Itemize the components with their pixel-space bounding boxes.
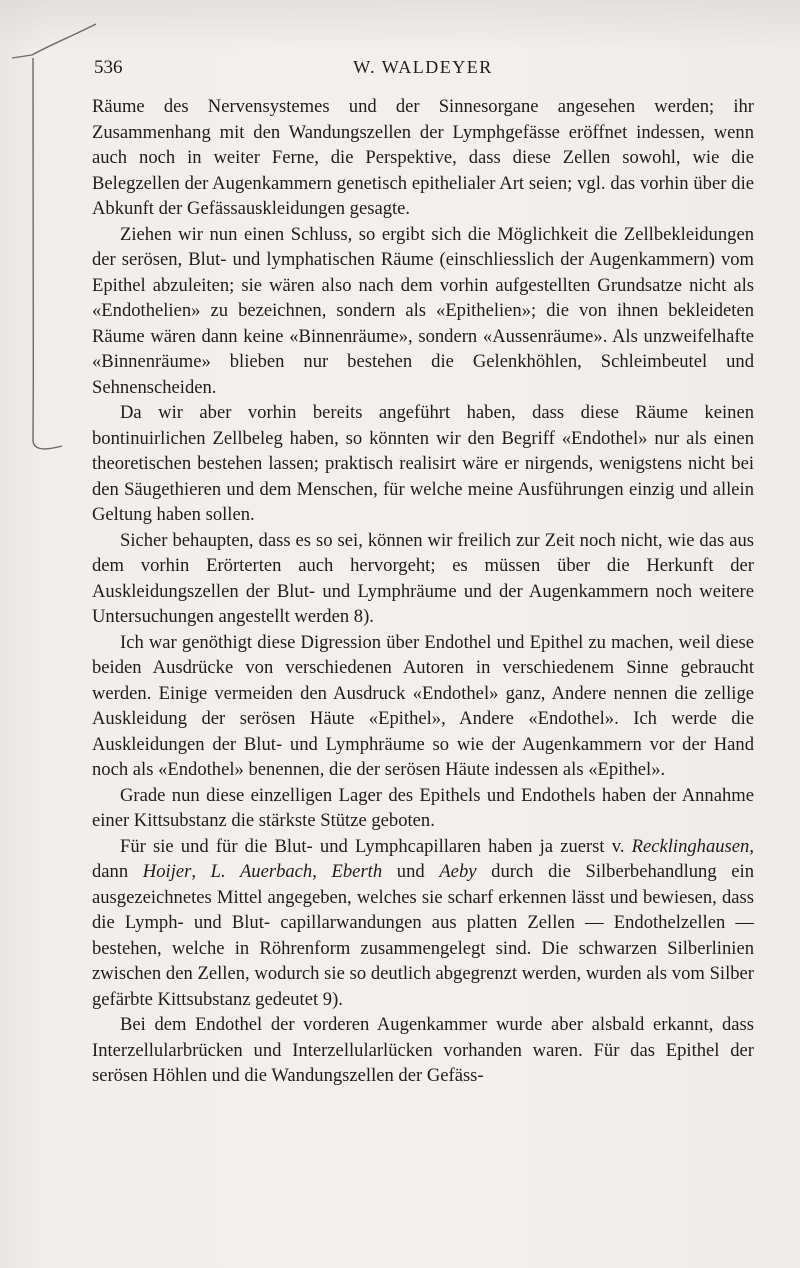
text-run: Räume des Nervensystemes und der Sinnesorgane angesehen werden; ihr Zusammenhang mit den Wandungszellen der Lymphgefässe eröffnet indessen, wenn auch noch in weiter Ferne, die Perspektive, dass diese Zellen sowohl, wie die Belegzellen der Augenkammern genetisch epithelialer Art seien; vgl. das vorhin über die Abkunft der Gefässauskleidungen gesagte. [92,96,754,219]
text-run: Bei dem Endothel der vorderen Augenkammer wurde aber alsbald erkannt, dass Interzellularbrücken und Interzellularlücken vorhanden waren. Für das Epithel der serösen Höhlen und die Wandungszellen der Gefäss- [92,1014,754,1086]
text-run: Da wir aber vorhin bereits angeführt haben, dass diese Räume keinen bontinuirlichen Zellbeleg haben, so könnten wir den Begriff «Endothel» nur als einen theoretischen bestehen lassen; praktisch realisirt wäre er nirgends, wenigstens nicht bei den Säugethieren und dem Menschen, für welche meine Ausführungen einzig und allein Geltung haben sollen. [92,402,754,525]
text-run: und [382,861,440,882]
body-text [92,94,754,1089]
paragraph [92,834,754,1013]
italic-author-name: Eberth [331,861,383,882]
paragraph [92,528,754,630]
italic-author-name: Aeby [439,861,477,882]
text-run: durch die Silberbehandlung ein ausgezeichnetes Mittel angegeben, welches sie scharf erkennen lässt und bewiesen, dass die Lymph- und Blut- capillarwandungen aus platten Zellen — Endothelzellen — bestehen, welche in Röhrenform zusammengelegt sind. Die schwarzen Silberlinien zwischen den Zellen, wodurch sie so deutlich abgegrenzt werden, wurden als vom Silber gefärbte Kittsubstanz gedeutet 9). [92,861,755,1010]
text-run: Ich war genöthigt diese Digression über Endothel und Epithel zu machen, weil diese beiden Ausdrücke von verschiedenen Autoren in verschiedenem Sinne gebraucht werden. Einige vermeiden den Ausdruck «Endothel» ganz, Andere nennen die zellige Auskleidung der serösen Häute «Epithel», Andere «Endothel». Ich werde die Auskleidungen der Blut- und Lymphräume so wie der Augenkammern vor der Hand noch als «Endothel» benennen, die der serösen Häute indessen als «Epithel». [92,631,754,780]
running-head-author: W. WALDEYER [353,57,493,77]
paragraph [92,1012,754,1089]
page-number: 536 [94,57,123,78]
italic-author-name: Recklinghausen [631,835,750,857]
running-head [92,55,754,85]
italic-author-name: L. Auerbach [210,861,313,882]
text-run: Ziehen wir nun einen Schluss, so ergibt sich die Möglichkeit die Zellbekleidungen der serösen, Blut- und lymphatischen Räume (einschliesslich der Augenkammern) vom Epithel abzuleiten; sie wären also nach dem vorhin aufgestellten Grundsatze nicht als «Endothelien» zu bezeichnen, sondern als «Epithelien»; die von ihnen bekleideten Räume wären dann keine «Binnenräume», sondern «Aussenräume». Als unzweifelhafte «Binnenräume» blieben nur bestehen die Gelenkhöhlen, Schleimbeutel und Sehnenscheiden. [92,223,754,398]
paragraph [92,222,754,401]
text-run: Für sie und für die Blut- und Lymphcapillaren haben ja zuerst v. [120,835,632,857]
text-run: Sicher behaupten, dass es so sei, können wir freilich zur Zeit noch nicht, wie das aus dem vorhin Erörterten auch hervorgeht; es müssen über die Herkunft der Auskleidungszellen der Blut- und Lymphräume und der Augenkammern noch weitere Untersuchungen angestellt werden 8). [92,529,754,627]
text-run: , [191,861,211,882]
paragraph [92,400,754,528]
paragraph [92,94,754,222]
text-run: Grade nun diese einzelligen Lager des Epithels und Endothels haben der Annahme einer Kittsubstanz die stärkste Stütze geboten. [92,784,754,831]
paragraph [92,783,754,834]
italic-author-name: Hoijer [142,861,192,882]
text-run: , dann [92,835,754,882]
show-through-shadow [0,0,800,50]
text-run: , [312,861,332,882]
paragraph [92,630,754,783]
